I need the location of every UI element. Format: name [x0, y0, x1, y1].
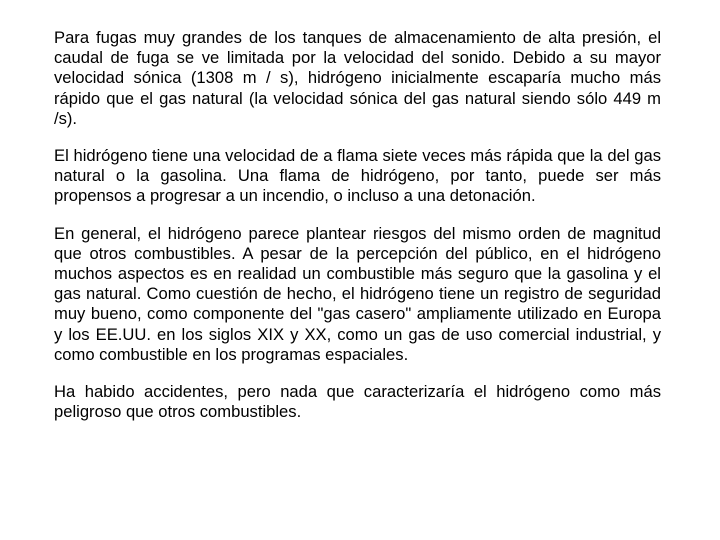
paragraph-general-risk: En general, el hidrógeno parece plantear riesgos del mismo orden de magnitud que otros combustibles. A pesar de la percepción del público, en el hidrógeno muchos aspectos es en realidad un combustible más seguro que la gasolina y el gas natural. Como cuestión de hecho, el hidrógeno tiene un registro de seguridad muy bueno, como componente del "gas casero" ampliamente utilizado en Europa y los EE.UU. en los siglos XIX y XX, como un gas de uso comercial industrial, y como combustible en los programas espaciales. — [54, 223, 661, 364]
paragraph-flame-velocity: El hidrógeno tiene una velocidad de a flama siete veces más rápida que la del gas natural o la gasolina. Una flama de hidrógeno, por tanto, puede ser más propensos a progresar a un incendio, o incluso a una detonación. — [54, 146, 661, 206]
text-body — [54, 28, 661, 439]
paragraph-accidents: Ha habido accidentes, pero nada que caracterizaría el hidrógeno como más peligroso que otros combustibles. — [54, 382, 661, 422]
paragraph-sonic-velocity: Para fugas muy grandes de los tanques de almacenamiento de alta presión, el caudal de fuga se ve limitada por la velocidad del sonido. Debido a su mayor velocidad sónica (1308 m / s), hidrógeno inicialmente escaparía mucho más rápido que el gas natural (la velocidad sónica del gas natural siendo sólo 449 m /s). — [54, 28, 661, 128]
